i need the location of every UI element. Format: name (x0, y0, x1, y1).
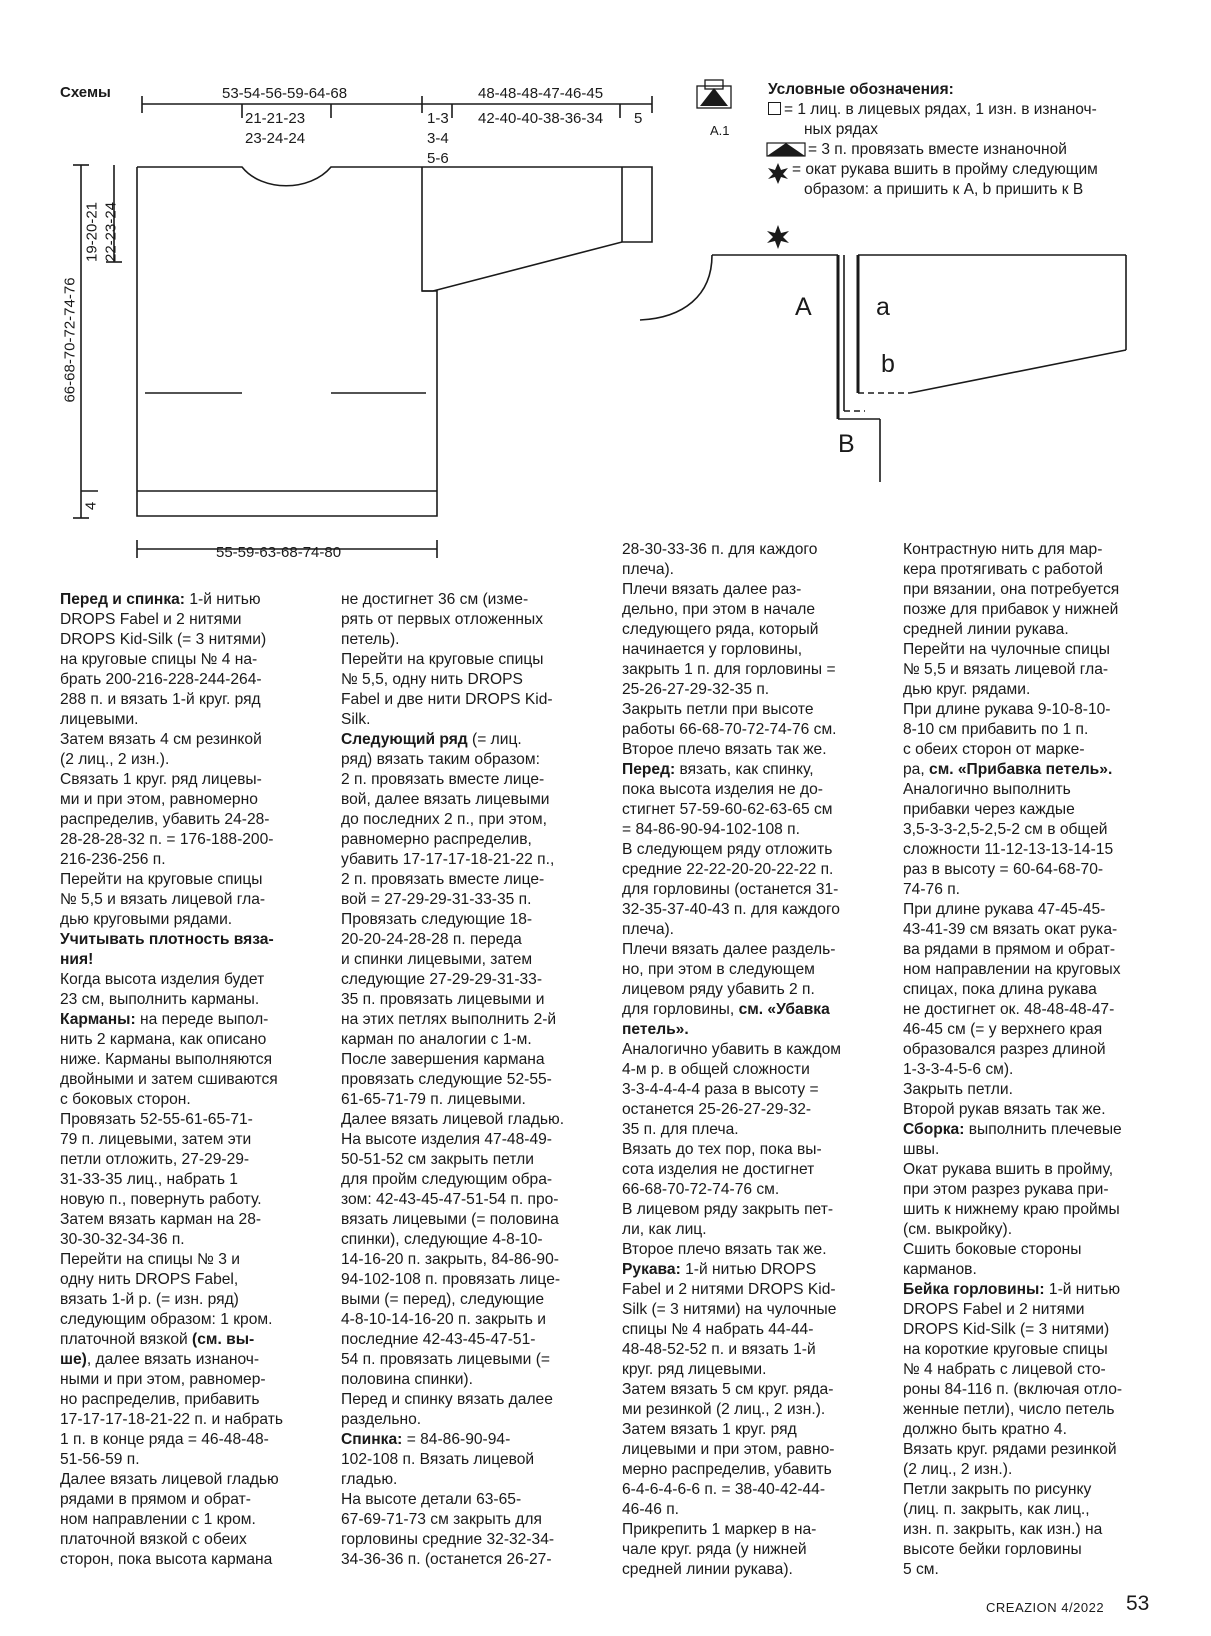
heading-neckband: Бейка горловины: (903, 1281, 1045, 1298)
sleeve-top-dim: 48-48-48-47-46-45 (478, 85, 604, 102)
seam-label-b: b (881, 350, 895, 378)
length-dim: 66-68-70-72-74-76 (61, 277, 79, 403)
legend-item3-line2: образом: a пришить к A, b пришить к B (804, 181, 1084, 198)
knit-square-icon (768, 102, 781, 115)
text-column-1 (60, 590, 318, 1570)
rib-dim: 4 (82, 501, 100, 511)
legend-item1-line1: = 1 лиц. в лицевых рядах, 1 изн. в изнаноч- (784, 101, 1097, 118)
paragraph: не достигнет 36 см (изме- рять от первых отложенных петель). Перейти на круговые спицы № 5,5, одну нить DROPS Fabel и две нити DROPS Kid- Silk. (341, 591, 553, 728)
heading-sleeves: Рукава: (622, 1261, 681, 1278)
paragraph: 1-й нитью DROPS Fabel и 2 нитями DROPS Kid- Silk (= 3 нитями) на чулочные спицы № 4 набрать 44-44- 48-48-52-52 п. и вязать 1-й круг. ряд лицевыми. Затем вязать 5 см круг. ряда- ми резинкой (2 лиц., 2 изн.). Затем вязать 1 круг. ряд лицевыми и при этом, равно- мерно распределив, убавить 6-4-6-4-6-6 п. = 38-40-42-44- 46-46 п. Прикрепить 1 маркер в на- чале круг. ряда (у нижней средней линии рукава). (622, 1261, 837, 1578)
heading-assembly: Сборка: (903, 1121, 965, 1138)
top-left-dim: 53-54-56-59-64-68 (222, 85, 348, 102)
paragraph: , далее вязать изнаноч- ными и при этом, равномер- но распределив, прибавить 17-17-17-18-21-22 п. и набрать 1 п. в конце ряда = 46-48-48- 51-56-59 п. Далее вязать лицевой гладью рядами в прямом и обрат- ном направлении с 1 кром. платочной вязкой с обеих сторон, пока высота кармана (60, 1351, 284, 1568)
heading-gauge: Учитывать плотность вяза- ния! (60, 931, 274, 968)
paragraph: 1-й нитью DROPS Fabel и 2 нитями DROPS Kid-Silk (= 3 нитями) на круговые спицы № 4 на- брать 200-216-228-244-264- 288 п. и вязать 1-й круг. ряд лицевыми. Затем вязать 4 см резинкой (2 лиц., 2 изн.). Связать 1 круг. ряд лицевы- ми и при этом, равномерно распределив, убавить 24-28- 28-28-28-32 п. = 176-188-200- 216-236-256 п. Перейти на круговые спицы № 5,5 и вязать лицевой гла- дью круговыми рядами. (60, 591, 274, 928)
paragraph: Контрастную нить для мар- кера протягивать с работой при вязании, она потребуется позже для прибавок у нижней средней линии рукава. Перейти на чулочные спицы № 5,5 и вязать лицевой гла- дью круг. рядами. При длине рукава 9-10-8-10- 8-10 см прибавить по 1 п. с обеих сторон от марке- ра, (903, 541, 1120, 778)
shoulder-dim-1: 1-3 (427, 110, 449, 127)
legend-item1-line2: ных рядах (804, 121, 879, 138)
text-column-3 (622, 540, 880, 1580)
width-dim: 55-59-63-68-74-80 (216, 544, 342, 561)
heading-increase: см. «Прибавка петель». (929, 761, 1113, 778)
seam-label-B: B (838, 430, 855, 458)
armhole-dim-2: 22-23-24 (102, 201, 120, 263)
text-column-4 (903, 540, 1161, 1580)
heading-back: Спинка: (341, 1431, 403, 1448)
neck-dim-1: 21-21-23 (245, 110, 306, 127)
paragraph: 28-30-33-36 п. для каждого плеча). Плечи вязать далее раз- дельно, при этом в начале следующего ряда, который начинается у горловины, закрыть 1 п. для горловины = 25-26-27-29-32-35 п. Закрыть петли при высоте работы 66-68-70-72-74-76 см. Второе плечо вязать так же. (622, 541, 837, 758)
paragraph: (= лиц. ряд) вязать таким образом: 2 п. провязать вместе лице- вой, далее вязать лицевыми до последних 2 п., при этом, равномерно распределив, убавить 17-17-17-18-21-22 п., 2 п. провязать вместе лице- вой = 27-29-29-31-33-35 п. Провязать следующие 18- 20-20-24-28-28 п. переда и спинки лицевыми, затем следующие 27-29-29-31-33- 35 п. провязать лицевыми и на этих петлях выполнить 2-й карман по аналогии с 1-м. После завершения кармана провязать следующие 52-55- 61-65-71-79 п. лицевыми. Далее вязать лицевой гладью. На высоте изделия 47-48-49- 50-51-52 см закрыть петли для пройм следующим обра- зом: 42-43-45-47-51-54 п. про- вязать лицевыми (= половина спинки), следующие 4-8-10- 14-16-20 п. закрыть, 84-86-90- 94-102-108 п. провязать лице- выми (= перед), следующие 4-8-10-14-16-20 п. закрыть и последние 42-43-45-47-51- 54 п. провязать лицевыми (= половина спинки). Перед и спинку вязать далее раздельно. (341, 731, 565, 1428)
paragraph: 1-й нитью DROPS Fabel и 2 нитями DROPS Kid-Silk (= 3 нитями) на короткие круговые спицы № 4 набрать с лицевой сто- роны 84-116 п. (включая отло- женные петли), число петель должно быть кратно 4. Вязать круг. рядами резинкой (2 лиц., 2 изн.). Петли закрыть по рисунку (лиц. п. закрыть, как лиц., изн. п. закрыть, как изн.) на высоте бейки горловины 5 см. (903, 1281, 1123, 1578)
footer-brand: CREAZION 4/2022 (986, 1600, 1105, 1615)
text-column-2 (341, 590, 599, 1570)
heading-next-row: Следующий ряд (341, 731, 468, 748)
legend (768, 80, 1098, 200)
star-icon (767, 225, 789, 249)
heading-front-back: Перед и спинка: (60, 591, 185, 608)
seam-label-A: A (795, 293, 812, 321)
heading-see-above: (см. вы- ше) (60, 1331, 255, 1368)
paragraph: Когда высота изделия будет 23 см, выполнить карманы. (60, 971, 265, 1008)
paragraph: выполнить плечевые швы. Окат рукава вшить в пройму, при этом разрез рукава при- шить к нижнему краю проймы (см. выкройку). Сшить боковые стороны карманов. (903, 1121, 1122, 1278)
heading-decrease: см. «Убавка петель». (622, 1001, 830, 1038)
shoulder-dim-2: 3-4 (427, 130, 449, 147)
paragraph: вязать, как спинку, пока высота изделия не до- стигнет 57-59-60-62-63-65 см = 84-86-90-94-102-108 п. В следующем ряду отложить средние 22-22-20-20-22-22 п. для горловины (останется 31- 32-35-37-40-43 п. для каждого плеча). Плечи вязать далее раздель- но, при этом в следующем лицевом ряду убавить 2 п. для горловины, (622, 761, 840, 1018)
paragraph: на переде выпол- нить 2 кармана, как описано ниже. Карманы выполняются двойными и затем сшиваются с боковых сторон. Провязать 52-55-61-65-71- 79 п. лицевыми, затем эти петли отложить, 27-29-29- 31-33-35 лиц., набрать 1 новую п., повернуть работу. Затем вязать карман на 28- 30-30-32-34-36 п. Перейти на спицы № 3 и одну нить DROPS Fabel, вязать 1-й р. (= изн. ряд) следующим образом: 1 кром. платочной вязкой (60, 1011, 278, 1348)
paragraph: = 84-86-90-94- 102-108 п. Вязать лицевой гладью. На высоте детали 63-65- 67-69-71-73 см закрыть для горловины средние 32-32-34- 34-36-36 п. (останется 26-27- (341, 1431, 555, 1568)
heading-pockets: Карманы: (60, 1011, 136, 1028)
chart-label: A.1 (710, 123, 730, 138)
neck-dim-2: 23-24-24 (245, 130, 306, 147)
heading-front: Перед: (622, 761, 676, 778)
diagram-title: Схемы (60, 84, 111, 101)
paragraph: Аналогично выполнить прибавки через каждые 3,5-3-3-2,5-2,5-2 см в общей сложности 11-12-13-13-14-15 раз в высоту = 60-64-68-70- 74-76 п. При длине рукава 47-45-45- 43-41-39 см вязать окат рука- ва рядами в прямом и обрат- ном направлении на круговых спицах, пока длина рукава не достигнет ок. 48-48-48-47- 46-45 см (= у верхнего края образовался разрез длиной 1-3-3-4-5-6 см). Закрыть петли. Второй рукав вязать так же. (903, 781, 1121, 1118)
armhole-dim-1: 19-20-21 (83, 201, 101, 263)
page-number: 53 (1126, 1592, 1150, 1615)
sleeve-bottom-dim: 42-40-40-38-36-34 (478, 110, 604, 127)
cuff-dim: 5 (634, 110, 643, 127)
shoulder-dim-3: 5-6 (427, 150, 449, 167)
decrease-symbol-icon (697, 80, 731, 108)
seam-label-a: a (876, 293, 890, 321)
legend-item2: = 3 п. провязать вместе изнаночной (808, 141, 1067, 158)
paragraph: Аналогично убавить в каждом 4-м р. в общей сложности 3-3-4-4-4-4 раза в высоту = останется 25-26-27-29-32- 35 п. для плеча. Вязать до тех пор, пока вы- сота изделия не достигнет 66-68-70-72-74-76 см. В лицевом ряду закрыть пет- ли, как лиц. Второе плечо вязать так же. (622, 1041, 841, 1258)
legend-title: Условные обозначения: (768, 81, 954, 98)
legend-item3-line1: = окат рукава вшить в пройму следующим (792, 161, 1098, 178)
